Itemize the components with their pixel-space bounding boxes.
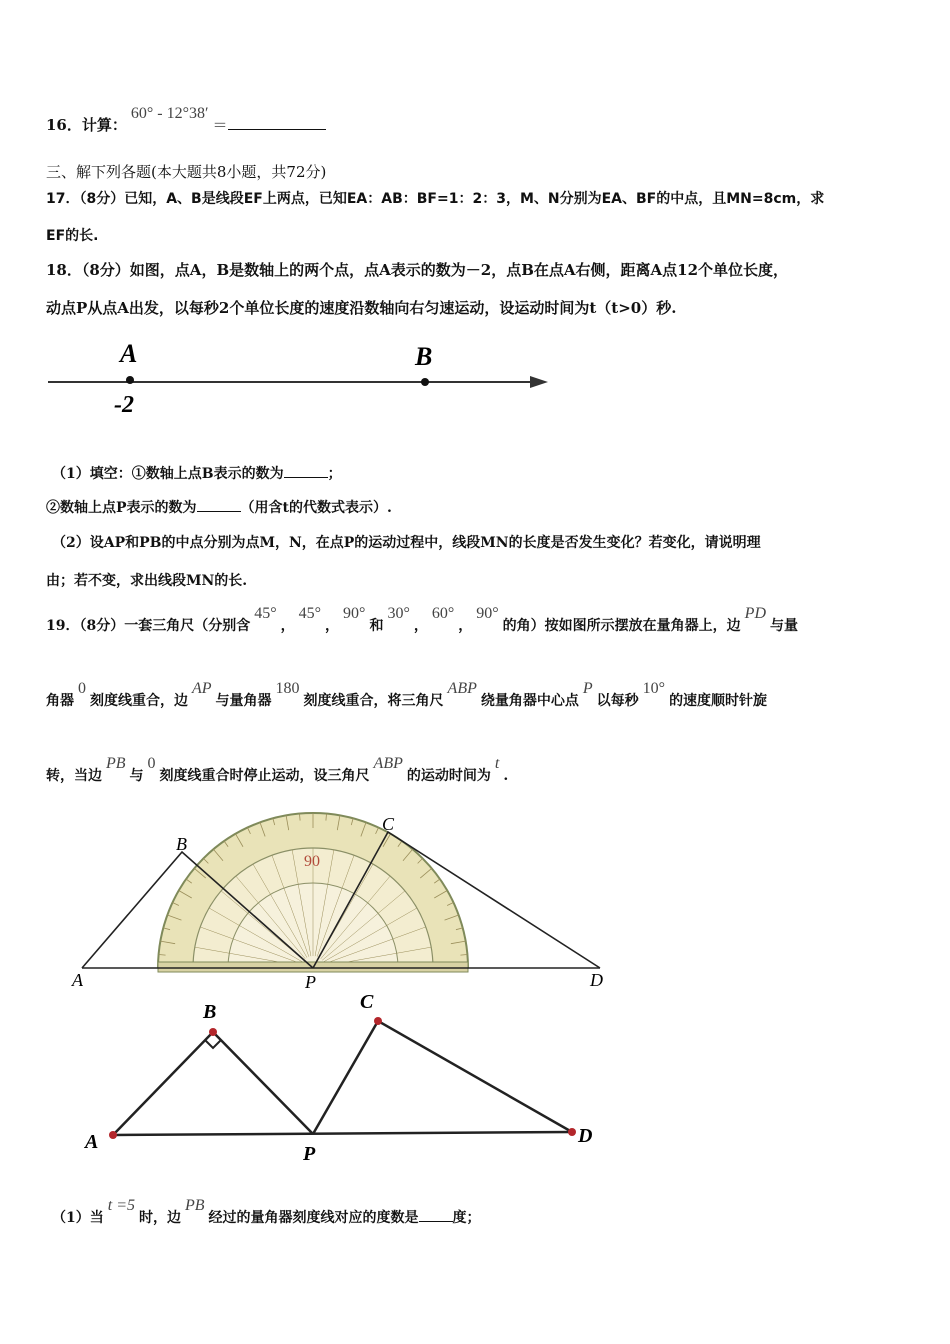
fig2-dot-b: [209, 1028, 217, 1036]
fig1-label-d: D: [590, 970, 603, 990]
q16-answer-blank: [228, 129, 326, 130]
q18-sub1-a-end: ；: [327, 466, 342, 482]
q19-l2-e: 绕量角器中心点: [480, 693, 579, 709]
fig1-label-a: A: [72, 970, 83, 990]
fig2-dot-c: [374, 1017, 382, 1025]
q18-sub1-b-text: ②数轴上点P表示的数为: [46, 500, 197, 516]
fig1-label-b: B: [176, 834, 187, 854]
triangle-abp: ABP: [447, 680, 477, 697]
fig2-triangle-cpd: [313, 1021, 572, 1134]
q18-sub1-a: [52, 463, 342, 483]
point-b-dot: [421, 378, 429, 386]
point-a-value: -2: [114, 392, 134, 418]
fig1-label-p: P: [305, 972, 316, 992]
q16-line: [46, 105, 326, 135]
q19-l1-a: 19．（8分）一套三角尺（分别含: [46, 618, 251, 634]
edge-ap: AP: [192, 680, 212, 697]
q18-sub2-line2: 由；若不变，求出线段MN的长.: [46, 573, 248, 589]
q18-sub2-line1: （2）设AP和PB的中点分别为点M，N，在点P的运动过程中，线段MN的长度是否发生变化？若变化，请说明理: [52, 535, 761, 551]
fig2-label-d: D: [578, 1125, 593, 1147]
q19-l1-c: 与量: [770, 618, 798, 634]
fig2-label-p: P: [303, 1143, 316, 1165]
angle-30: 30°: [387, 605, 410, 622]
section3-title: 三、解下列各题(本大题共8小题，共72分): [46, 163, 327, 181]
center-p: P: [582, 680, 593, 697]
triangles-figure: [80, 990, 620, 1165]
q19-sub1-a: （1）当: [52, 1210, 104, 1226]
q19-l2-f: 以每秒: [596, 693, 639, 709]
q19-l3-c: 刻度线重合时停止运动，设三角尺: [159, 768, 370, 784]
scale-zero-2: 0: [147, 755, 156, 772]
q19-l2-a: 角器: [46, 693, 74, 709]
q19-l3-b: 与: [129, 768, 144, 784]
q17-line2: EF的长.: [46, 228, 99, 244]
q19-sub1-t: t =5: [107, 1197, 135, 1214]
number-line-arrow: [530, 376, 548, 388]
q19-sub1-blank: [419, 1221, 453, 1222]
fig1-label-c: C: [382, 814, 395, 834]
q19-he: 和: [369, 618, 384, 634]
q17-line1: 17．（8分）已知，A、B是线段EF上两点，已知EA：AB：BF=1：2：3，M、N分别为EA、BF的中点，且MN=8cm，求: [46, 191, 825, 207]
edge-pd: PD: [744, 605, 766, 622]
q19-l3-d: 的运动时间为: [406, 768, 491, 784]
q16-number: 16．: [46, 116, 82, 134]
q18-line1: 18．（8分）如图，点A，B是数轴上的两个点，点A表示的数为－2，点B在点A右侧，距离A点12个单位长度，: [46, 261, 789, 279]
q18-sub1-b-end: （用含t的代数式表示）.: [240, 500, 392, 516]
q19-sub1-pb: PB: [185, 1197, 205, 1214]
q19-line1: 19．（8分）一套三角尺（分别含45°，45°，90°和30°，60°，90°的角）按如图所示摆放在量角器上，边PD与量: [46, 605, 798, 634]
q19-l2-b: 刻度线重合，边: [90, 693, 188, 709]
q19-sub1-d: 度；: [452, 1210, 481, 1226]
number-line-figure: [40, 332, 560, 422]
fig2-dot-d: [568, 1128, 576, 1136]
fig2-dot-a: [109, 1131, 117, 1139]
angle-45-b: 45°: [298, 605, 322, 622]
q19-l3-e: .: [503, 768, 509, 784]
triangle-abp-2: ABP: [373, 755, 403, 772]
q19-line3: [46, 755, 509, 785]
point-b-label: B: [415, 342, 433, 371]
q18-sub1-a-text: （1）填空：①数轴上点B表示的数为: [52, 466, 284, 482]
q16-equals: ＝: [212, 116, 228, 134]
scale-zero: 0: [78, 680, 86, 697]
q19-sub1: [52, 1197, 481, 1227]
edge-pb: PB: [106, 755, 126, 772]
q19-l2-g: 的速度顺时针旋: [669, 693, 768, 709]
q18-line2: 动点P从点A出发，以每秒2个单位长度的速度沿数轴向右匀速运动，设运动时间为t（t>0）秒.: [46, 299, 677, 317]
point-a-dot: [126, 376, 134, 384]
q19-l2-c: 与量角器: [215, 693, 272, 709]
q19-l1-b: 的角）按如图所示摆放在量角器上，边: [502, 618, 741, 634]
right-angle-mark: [205, 1040, 221, 1048]
q19-l3-a: 转，当边: [46, 768, 102, 784]
fig2-label-b: B: [203, 1001, 217, 1023]
protractor-figure: [60, 810, 620, 995]
point-a-label: A: [120, 339, 138, 368]
q19-line2: [46, 680, 768, 710]
angle-90-a: 90°: [343, 605, 366, 622]
fig2-label-a: A: [85, 1131, 99, 1153]
protractor-top-label: 90: [304, 853, 320, 870]
angle-60: 60°: [431, 605, 455, 622]
q18-sub1-a-blank: [284, 477, 328, 478]
q16-label: 计算：: [81, 116, 127, 134]
q18-sub1-b-blank: [197, 511, 241, 512]
fig2-label-c: C: [360, 991, 374, 1013]
q18-sub1-b: [46, 497, 392, 517]
time-t: t: [494, 755, 500, 772]
q19-l2-d: 刻度线重合，将三角尺: [303, 693, 444, 709]
angle-90-b: 90°: [476, 605, 499, 622]
fig2-baseline: [113, 1132, 572, 1135]
scale-180: 180: [275, 680, 300, 697]
rate-10: 10°: [642, 680, 666, 697]
angle-45-a: 45°: [254, 605, 277, 622]
q19-sub1-c: 经过的量角器刻度线对应的度数是: [208, 1210, 419, 1226]
q19-sub1-b: 时，边: [139, 1210, 181, 1226]
q16-expression: 60° - 12°38′: [130, 105, 209, 122]
